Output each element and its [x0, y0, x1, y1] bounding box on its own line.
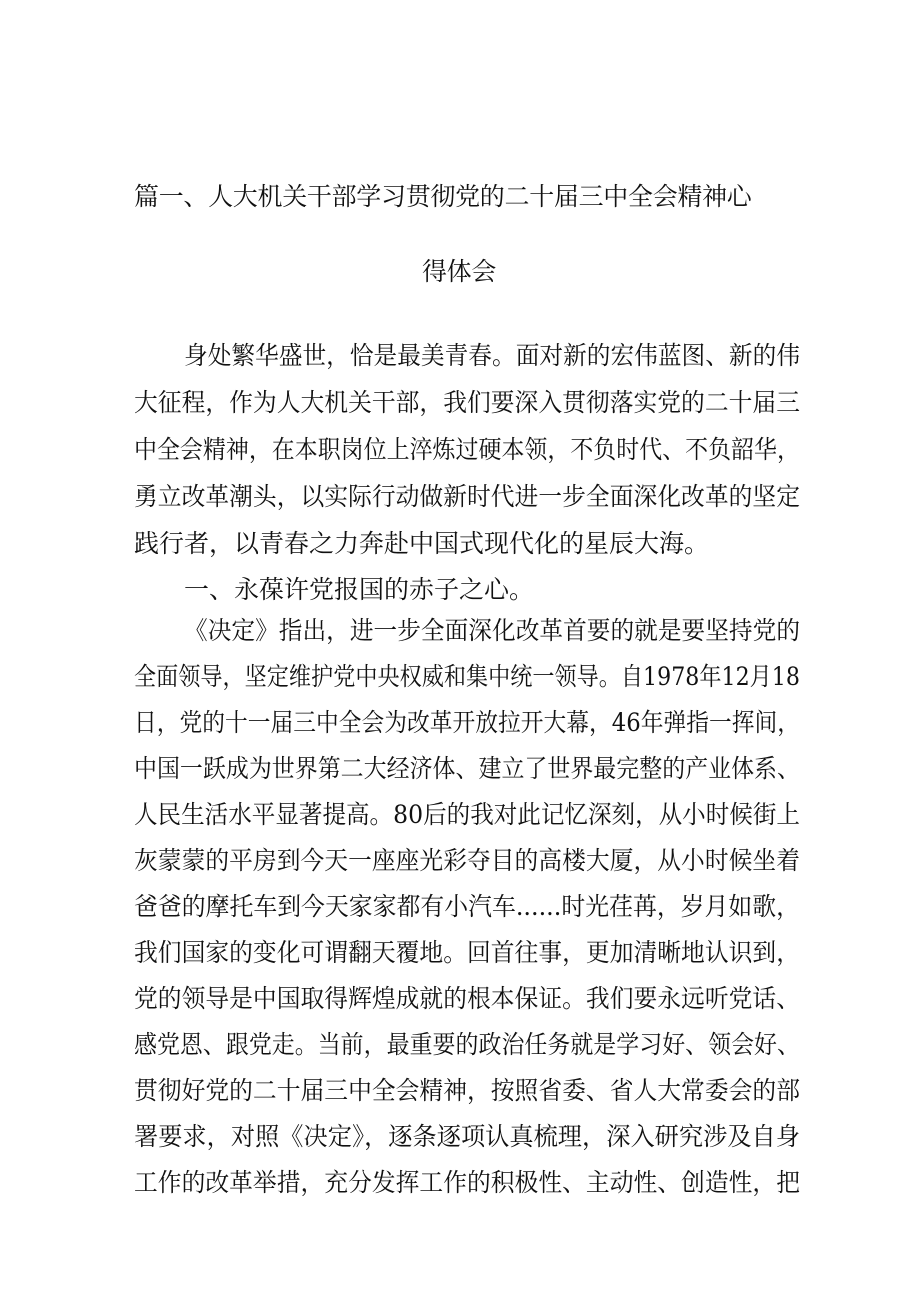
paragraph-line: 署要求，对照《决定》，逐条逐项认真梳理，深入研究涉及自身: [134, 1122, 800, 1151]
paragraph-line: 感党恩、跟党走。当前，最重要的政治任务就是学习好、领会好、: [134, 1030, 800, 1059]
paragraph-line: 我们国家的变化可谓翻天覆地。回首往事，更加清晰地认识到，: [134, 938, 800, 967]
paragraph-line: 身处繁华盛世，恰是最美青春。面对新的宏伟蓝图、新的伟: [184, 341, 801, 370]
paragraph-line: 全面领导，坚定维护党中央权威和集中统一领导。自1978年12月18: [134, 662, 800, 691]
paragraph-line: 党的领导是中国取得辉煌成就的根本保证。我们要永远听党话、: [134, 984, 800, 1013]
paragraph-line: 中国一跃成为世界第二大经济体、建立了世界最完整的产业体系、: [134, 754, 800, 783]
paragraph-line: 爸爸的摩托车到今天家家都有小汽车......时光荏苒，岁月如歌，: [134, 892, 801, 921]
paragraph-line: 勇立改革潮头，以实际行动做新时代进一步全面深化改革的坚定: [134, 482, 800, 511]
paragraph-line: 贯彻好党的二十届三中全会精神，按照省委、省人大常委会的部: [134, 1076, 800, 1105]
section-heading: 一、永葆许党报国的赤子之心。: [184, 575, 535, 604]
document-title-line-1: 篇一、人大机关干部学习贯彻党的二十届三中全会精神心: [134, 182, 752, 211]
paragraph-line: 工作的改革举措，充分发挥工作的积极性、主动性、创造性，把: [134, 1168, 800, 1197]
paragraph-line: 中全会精神，在本职岗位上淬炼过硬本领，不负时代、不负韶华，: [134, 435, 800, 464]
document-title-line-2: 得体会: [421, 257, 497, 286]
paragraph-line: 践行者，以青春之力奔赴中国式现代化的星辰大海。: [134, 529, 710, 558]
paragraph-line: 灰蒙蒙的平房到今天一座座光彩夺目的高楼大厦，从小时候坐着: [134, 846, 800, 875]
paragraph-line: 人民生活水平显著提高。80后的我对此记忆深刻，从小时候街上: [134, 800, 800, 829]
paragraph-line: 《决定》指出，进一步全面深化改革首要的就是要坚持党的: [184, 616, 801, 645]
paragraph-line: 日，党的十一届三中全会为改革开放拉开大幕，46年弹指一挥间，: [134, 708, 800, 737]
paragraph-line: 大征程，作为人大机关干部，我们要深入贯彻落实党的二十届三: [134, 388, 800, 417]
